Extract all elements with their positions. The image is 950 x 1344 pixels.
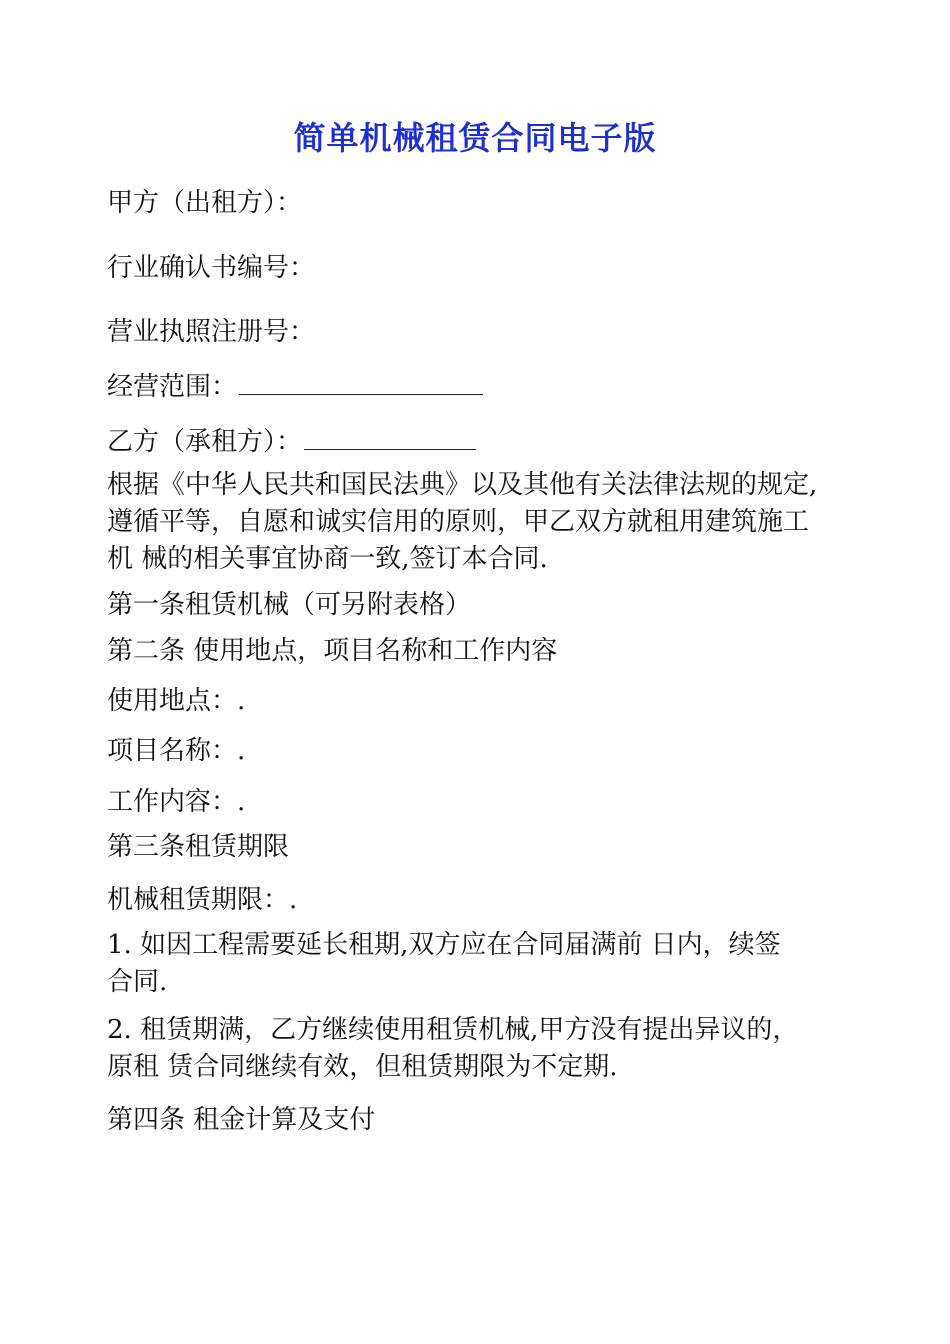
clause-1-line: 合同. (107, 967, 168, 997)
preamble-paragraph (107, 467, 842, 578)
article-1-heading: 第一条租赁机械（可另附表格） (107, 590, 472, 620)
business-license-label: 营业执照注册号： (107, 317, 316, 347)
industry-cert-label: 行业确认书编号： (107, 253, 316, 283)
location-label: 使用地点：. (107, 686, 246, 716)
document-title: 简单机械租赁合同电子版 (293, 119, 657, 157)
party-b-label: 乙方（承租方）： (107, 427, 303, 457)
business-scope-line (107, 368, 483, 405)
preamble-line: 根据《中华人民共和国民法典》以及其他有关法律法规的规定, (107, 470, 818, 500)
clause-1-line: 1. 如因工程需要延长租期,双方应在合同届满前 日内，续签 (107, 930, 781, 960)
preamble-line: 遵循平等，自愿和诚实信用的原则，甲乙双方就租用建筑施工 (107, 507, 810, 537)
lease-term-label: 机械租赁期限：. (107, 885, 298, 915)
party-b-blank (304, 423, 476, 450)
clause-2-line: 2. 租赁期满，乙方继续使用租赁机械,甲方没有提出异议的， (107, 1015, 799, 1045)
article-2-heading: 第二条 使用地点，项目名称和工作内容 (107, 636, 558, 666)
clause-2-paragraph (107, 1012, 842, 1086)
party-a-label: 甲方（出租方）： (107, 188, 303, 218)
clause-2-line: 原租 赁合同继续有效，但租赁期限为不定期. (107, 1052, 618, 1082)
party-b-line (107, 423, 476, 460)
work-content-label: 工作内容：. (107, 787, 246, 817)
preamble-line: 机 械的相关事宜协商一致,签订本合同. (107, 544, 548, 574)
business-scope-label: 经营范围： (107, 372, 238, 402)
article-3-heading: 第三条租赁期限 (107, 832, 290, 862)
project-name-label: 项目名称：. (107, 736, 246, 766)
article-4-heading: 第四条 租金计算及支付 (107, 1105, 376, 1135)
clause-1-paragraph (107, 927, 842, 1001)
business-scope-blank (239, 368, 483, 395)
